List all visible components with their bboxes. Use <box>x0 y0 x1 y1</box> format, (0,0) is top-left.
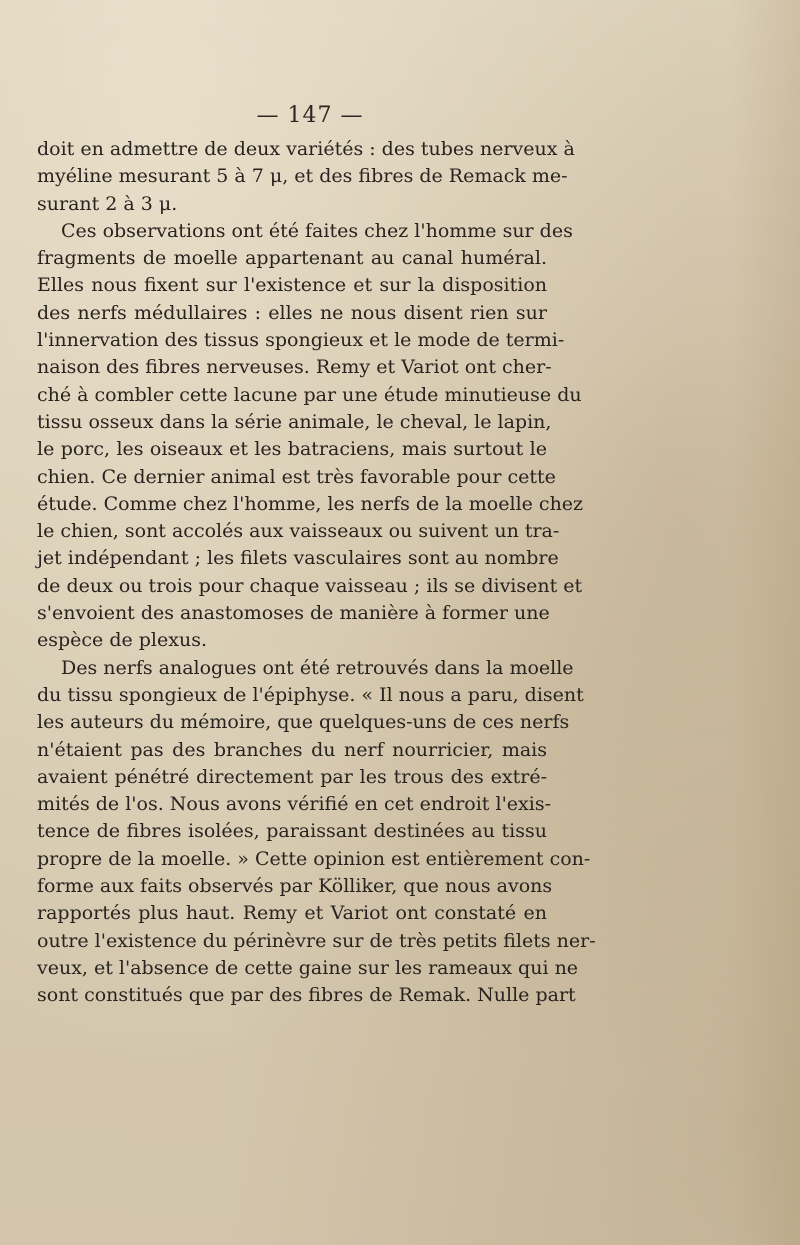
text-line: les auteurs du mémoire, que quelques-uns de ces nerfs <box>37 711 570 734</box>
text-line: rapportés plus haut. Remy et Variot ont constaté en <box>37 902 547 925</box>
page-number: — 147 — <box>256 103 364 128</box>
text-line: l'innervation des tissus spongieux et le mode de termi- <box>37 329 565 352</box>
text-line: forme aux faits observés par Kölliker, que nous avons <box>37 875 553 898</box>
text-line: Des nerfs analogues ont été retrouvés dans la moelle <box>61 656 574 679</box>
page-edge-shadow <box>730 0 800 1245</box>
text-line: le porc, les oiseaux et les batraciens, mais surtout le <box>37 438 547 461</box>
text-line: le chien, sont accolés aux vaisseaux ou suivent un tra- <box>37 520 560 543</box>
text-line: surant 2 à 3 μ. <box>37 192 178 215</box>
text-line: mités de l'os. Nous avons vérifié en cet endroit l'exis- <box>37 793 551 816</box>
text-line: espèce de plexus. <box>37 629 207 652</box>
text-line: des nerfs médullaires : elles ne nous disent rien sur <box>37 301 547 324</box>
text-line: chien. Ce dernier animal est très favorable pour cette <box>37 465 556 488</box>
text-line: du tissu spongieux de l'épiphyse. « Il nous a paru, disent <box>37 683 584 706</box>
text-line: étude. Comme chez l'homme, les nerfs de la moelle chez <box>37 492 584 515</box>
body-text <box>37 136 596 1010</box>
text-line: n'étaient pas des branches du nerf nourricier, mais <box>37 738 547 761</box>
text-line: sont constitués que par des fibres de Remak. Nulle part <box>37 984 576 1007</box>
text-line: avaient pénétré directement par les trous des extré- <box>37 765 547 788</box>
text-line: doit en admettre de deux variétés : des tubes nerveux à <box>37 138 575 160</box>
text-line: outre l'existence du périnèvre sur de très petits filets ner- <box>37 929 596 952</box>
text-line: tence de fibres isolées, paraissant destinées au tissu <box>37 820 547 843</box>
text-line: propre de la moelle. » Cette opinion est entièrement con- <box>37 847 591 870</box>
text-line: Ces observations ont été faites chez l'homme sur des <box>61 219 573 242</box>
text-line: myéline mesurant 5 à 7 μ, et des fibres de Remack me- <box>37 165 568 188</box>
text-line: jet indépendant ; les filets vasculaires sont au nombre <box>37 547 559 570</box>
text-line: veux, et l'absence de cette gaine sur les rameaux qui ne <box>37 956 579 979</box>
text-line: ché à combler cette lacune par une étude minutieuse du <box>37 383 582 406</box>
text-line: s'envoient des anastomoses de manière à former une <box>37 602 550 625</box>
text-line: fragments de moelle appartenant au canal huméral. <box>37 247 547 270</box>
text-line: de deux ou trois pour chaque vaisseau ; ils se divisent et <box>37 574 583 597</box>
text-line: Elles nous fixent sur l'existence et sur la disposition <box>37 274 547 297</box>
text-line: tissu osseux dans la série animale, le cheval, le lapin, <box>37 410 552 433</box>
text-line: naison des fibres nerveuses. Remy et Variot ont cher- <box>37 356 552 379</box>
